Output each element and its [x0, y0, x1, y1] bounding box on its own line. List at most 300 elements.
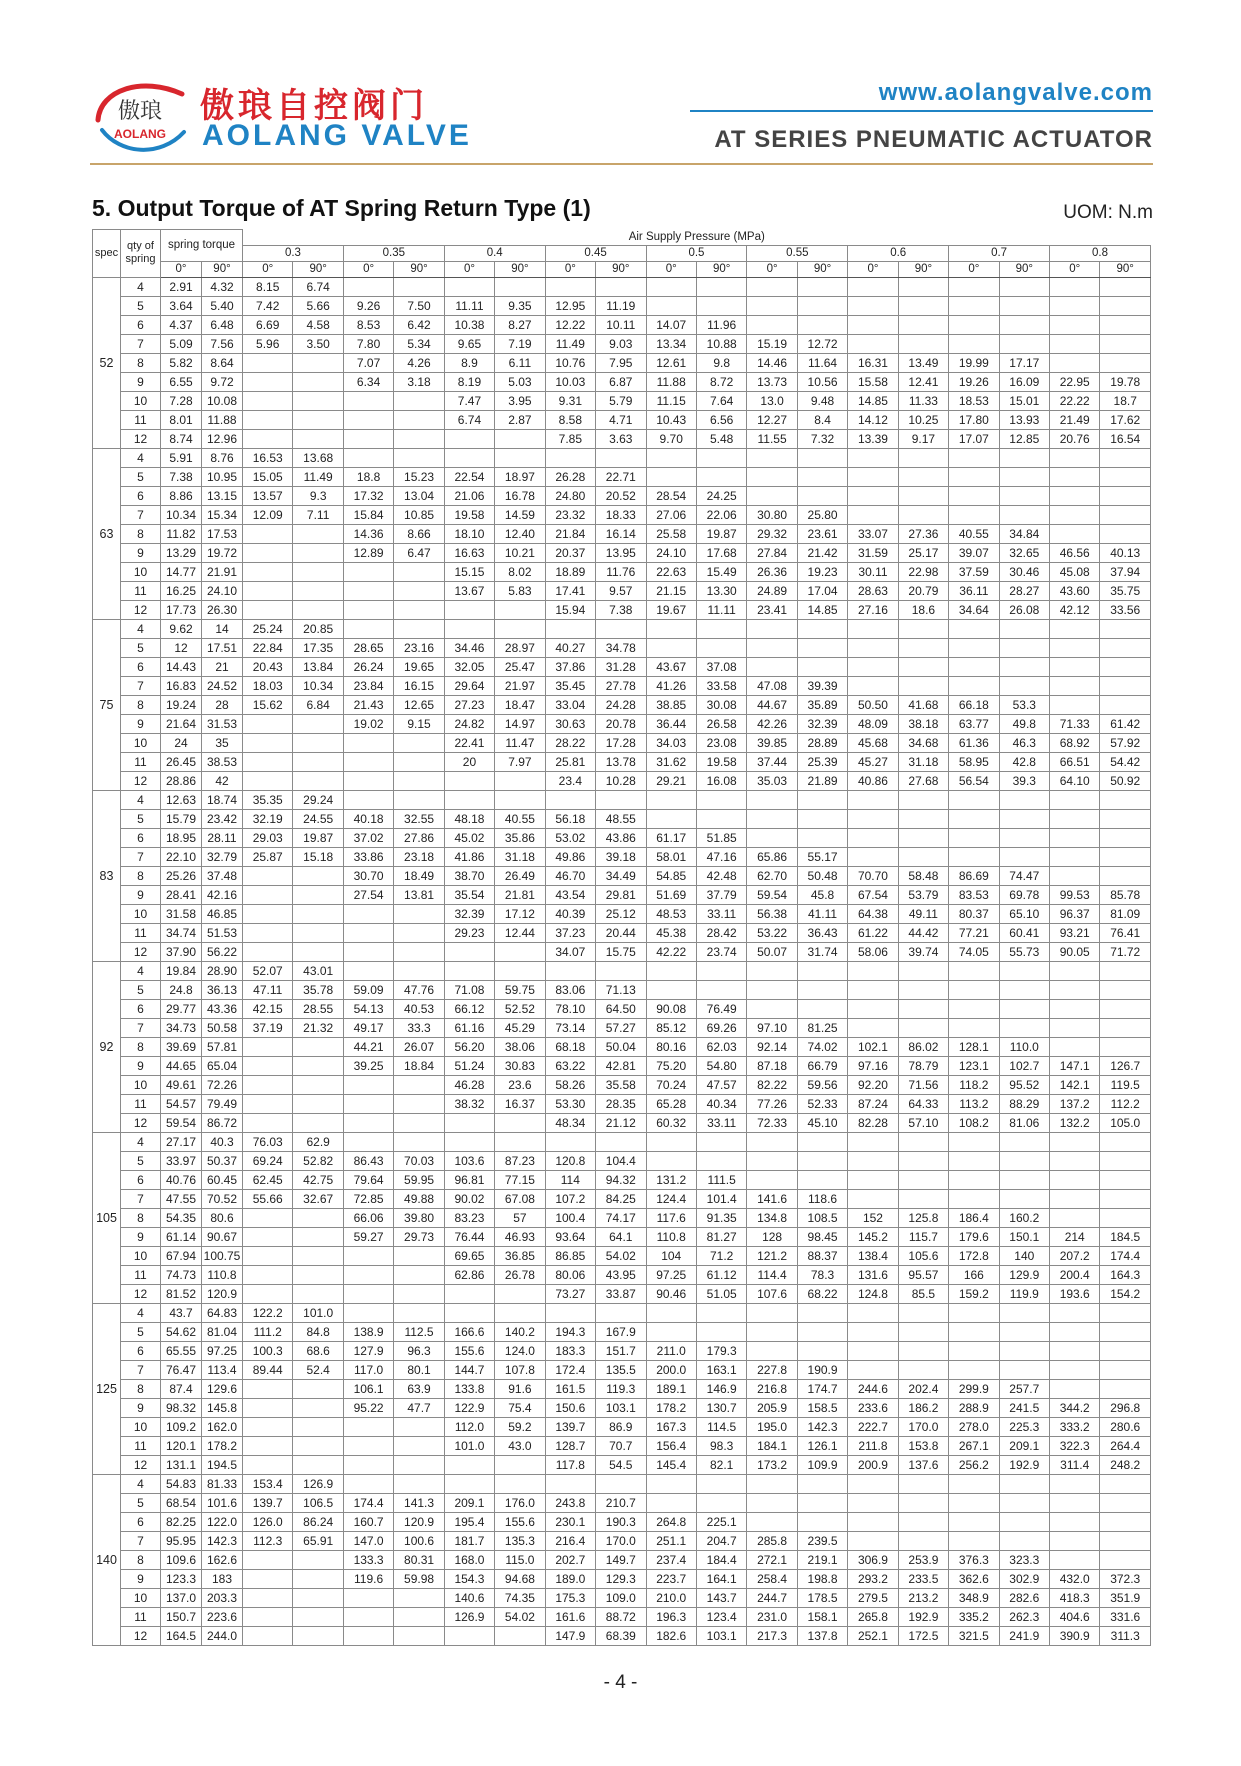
- torque-cell: 3.63: [596, 429, 646, 448]
- torque-cell: [545, 1132, 595, 1151]
- torque-cell: 8.15: [243, 277, 293, 296]
- header-pressure: 0.7: [949, 245, 1050, 261]
- spring-qty-cell: 9: [121, 714, 161, 733]
- torque-cell: 82.1: [696, 1455, 746, 1474]
- torque-cell: [898, 1474, 948, 1493]
- torque-cell: [848, 676, 898, 695]
- torque-cell: [1100, 1360, 1151, 1379]
- torque-cell: 192.9: [999, 1455, 1049, 1474]
- torque-cell: [999, 790, 1049, 809]
- torque-cell: [343, 1113, 393, 1132]
- torque-cell: 77.15: [495, 1170, 545, 1189]
- torque-cell: 111.5: [696, 1170, 746, 1189]
- torque-cell: 137.2: [1050, 1094, 1100, 1113]
- torque-cell: [243, 372, 293, 391]
- torque-cell: 22.41: [444, 733, 494, 752]
- torque-cell: 296.8: [1100, 1398, 1151, 1417]
- torque-cell: 110.0: [999, 1037, 1049, 1056]
- torque-cell: 213.2: [898, 1588, 948, 1607]
- torque-cell: 174.4: [1100, 1246, 1151, 1265]
- torque-cell: [243, 923, 293, 942]
- table-row: [93, 790, 1151, 809]
- torque-cell: [949, 847, 999, 866]
- torque-cell: 10.38: [444, 315, 494, 334]
- torque-cell: [1100, 619, 1151, 638]
- torque-cell: 344.2: [1050, 1398, 1100, 1417]
- torque-cell: 142.3: [797, 1417, 847, 1436]
- torque-cell: 25.80: [797, 505, 847, 524]
- torque-cell: [747, 296, 797, 315]
- torque-cell: 13.15: [202, 486, 243, 505]
- torque-cell: 52.33: [797, 1094, 847, 1113]
- torque-cell: 68.22: [797, 1284, 847, 1303]
- torque-cell: 21.84: [545, 524, 595, 543]
- torque-cell: 4.32: [202, 277, 243, 296]
- torque-cell: 45.38: [646, 923, 696, 942]
- torque-cell: 52.82: [293, 1151, 343, 1170]
- torque-cell: 61.17: [646, 828, 696, 847]
- torque-cell: 11.64: [797, 353, 847, 372]
- torque-cell: 11.55: [747, 429, 797, 448]
- torque-cell: [495, 1284, 545, 1303]
- torque-cell: 39.3: [999, 771, 1049, 790]
- torque-cell: 15.05: [243, 467, 293, 486]
- torque-cell: 22.95: [1050, 372, 1100, 391]
- torque-cell: 28.55: [293, 999, 343, 1018]
- torque-cell: 131.1: [161, 1455, 202, 1474]
- torque-cell: 14.46: [747, 353, 797, 372]
- spring-qty-cell: 10: [121, 904, 161, 923]
- torque-cell: 94.32: [596, 1170, 646, 1189]
- torque-cell: 12.22: [545, 315, 595, 334]
- torque-cell: 101.0: [293, 1303, 343, 1322]
- table-row: [93, 657, 1151, 676]
- torque-cell: [293, 885, 343, 904]
- torque-cell: 80.06: [545, 1265, 595, 1284]
- torque-cell: 15.34: [202, 505, 243, 524]
- header-pressure-row: [93, 245, 1151, 261]
- torque-cell: 8.4: [797, 410, 847, 429]
- torque-cell: [797, 790, 847, 809]
- torque-cell: [545, 1303, 595, 1322]
- torque-cell: 70.70: [848, 866, 898, 885]
- torque-cell: 84.25: [596, 1189, 646, 1208]
- torque-cell: 231.0: [747, 1607, 797, 1626]
- torque-cell: 248.2: [1100, 1455, 1151, 1474]
- torque-cell: 80.31: [394, 1550, 444, 1569]
- torque-cell: 54.85: [646, 866, 696, 885]
- torque-cell: 8.76: [202, 448, 243, 467]
- torque-cell: 27.84: [747, 543, 797, 562]
- torque-cell: [1100, 1341, 1151, 1360]
- torque-cell: 9.57: [596, 581, 646, 600]
- table-row: [93, 410, 1151, 429]
- torque-cell: 21: [202, 657, 243, 676]
- torque-cell: [293, 1379, 343, 1398]
- torque-cell: [1050, 866, 1100, 885]
- torque-cell: 8.66: [394, 524, 444, 543]
- torque-cell: [1100, 790, 1151, 809]
- torque-cell: 181.7: [444, 1531, 494, 1550]
- torque-cell: [394, 942, 444, 961]
- torque-cell: 43.86: [596, 828, 646, 847]
- torque-cell: [999, 1493, 1049, 1512]
- torque-cell: 18.47: [495, 695, 545, 714]
- torque-cell: [343, 904, 393, 923]
- torque-cell: 12.65: [394, 695, 444, 714]
- website-link[interactable]: www.aolangvalve.com: [878, 79, 1153, 106]
- torque-cell: 155.6: [495, 1512, 545, 1531]
- torque-cell: [293, 372, 343, 391]
- torque-cell: 418.3: [1050, 1588, 1100, 1607]
- header-90-degree: 90°: [495, 261, 545, 277]
- torque-cell: [747, 999, 797, 1018]
- torque-cell: 19.87: [696, 524, 746, 543]
- table-row: [93, 1626, 1151, 1645]
- torque-cell: 67.54: [848, 885, 898, 904]
- torque-cell: 17.51: [202, 638, 243, 657]
- table-row: [93, 1037, 1151, 1056]
- torque-cell: 145.8: [202, 1398, 243, 1417]
- torque-cell: [646, 1151, 696, 1170]
- torque-cell: 42: [202, 771, 243, 790]
- torque-cell: 14.85: [797, 600, 847, 619]
- torque-cell: [394, 790, 444, 809]
- torque-cell: [848, 296, 898, 315]
- torque-cell: 4.58: [293, 315, 343, 334]
- torque-cell: 60.32: [646, 1113, 696, 1132]
- torque-cell: 162.6: [202, 1550, 243, 1569]
- torque-cell: 135.5: [596, 1360, 646, 1379]
- torque-cell: 211.8: [848, 1436, 898, 1455]
- torque-cell: 34.78: [596, 638, 646, 657]
- torque-cell: 137.0: [161, 1588, 202, 1607]
- torque-cell: [949, 676, 999, 695]
- torque-cell: 293.2: [848, 1569, 898, 1588]
- torque-cell: 58.48: [898, 866, 948, 885]
- torque-cell: 156.4: [646, 1436, 696, 1455]
- spring-qty-cell: 11: [121, 410, 161, 429]
- torque-cell: 104: [646, 1246, 696, 1265]
- torque-cell: [444, 1626, 494, 1645]
- torque-cell: 23.16: [394, 638, 444, 657]
- series-title: AT SERIES PNEUMATIC ACTUATOR: [714, 126, 1153, 153]
- torque-cell: 23.32: [545, 505, 595, 524]
- torque-cell: 244.6: [848, 1379, 898, 1398]
- torque-cell: 38.06: [495, 1037, 545, 1056]
- torque-cell: 12.44: [495, 923, 545, 942]
- torque-cell: [848, 980, 898, 999]
- torque-cell: 142.3: [202, 1531, 243, 1550]
- torque-cell: [949, 505, 999, 524]
- table-row: [93, 1569, 1151, 1588]
- torque-cell: 65.28: [646, 1094, 696, 1113]
- torque-cell: 64.83: [202, 1303, 243, 1322]
- table-row: [93, 638, 1151, 657]
- torque-cell: 10.08: [202, 391, 243, 410]
- torque-cell: 24.28: [596, 695, 646, 714]
- torque-cell: [898, 961, 948, 980]
- torque-cell: 13.78: [596, 752, 646, 771]
- torque-cell: 147.1: [1050, 1056, 1100, 1075]
- table-row: [93, 1398, 1151, 1417]
- torque-cell: 8.58: [545, 410, 595, 429]
- torque-cell: 120.9: [394, 1512, 444, 1531]
- torque-cell: 114.5: [696, 1417, 746, 1436]
- torque-cell: [999, 1322, 1049, 1341]
- torque-cell: 244.0: [202, 1626, 243, 1645]
- torque-cell: [495, 942, 545, 961]
- torque-cell: 40.18: [343, 809, 393, 828]
- spring-qty-cell: 4: [121, 1132, 161, 1151]
- torque-cell: 109.9: [797, 1455, 847, 1474]
- torque-cell: 101.0: [444, 1436, 494, 1455]
- torque-cell: 117.0: [343, 1360, 393, 1379]
- torque-cell: [243, 1607, 293, 1626]
- torque-cell: 149.7: [596, 1550, 646, 1569]
- torque-cell: [343, 771, 393, 790]
- torque-cell: 164.5: [161, 1626, 202, 1645]
- page-number: - 4 -: [603, 1672, 638, 1693]
- torque-cell: 13.29: [161, 543, 202, 562]
- torque-cell: 113.2: [949, 1094, 999, 1113]
- torque-cell: [848, 505, 898, 524]
- torque-cell: [1050, 1531, 1100, 1550]
- torque-cell: [293, 429, 343, 448]
- torque-cell: [1050, 1493, 1100, 1512]
- spring-qty-cell: 12: [121, 771, 161, 790]
- torque-cell: [949, 1322, 999, 1341]
- torque-cell: 125.8: [898, 1208, 948, 1227]
- torque-cell: [1050, 847, 1100, 866]
- torque-cell: 172.8: [949, 1246, 999, 1265]
- torque-cell: [343, 1284, 393, 1303]
- torque-cell: 13.81: [394, 885, 444, 904]
- header-divider: [90, 163, 1153, 165]
- spring-qty-cell: 9: [121, 372, 161, 391]
- torque-cell: [444, 619, 494, 638]
- torque-cell: [999, 505, 1049, 524]
- spring-qty-cell: 9: [121, 885, 161, 904]
- torque-cell: 7.38: [596, 600, 646, 619]
- torque-cell: 39.25: [343, 1056, 393, 1075]
- table-row: [93, 524, 1151, 543]
- torque-cell: 15.58: [848, 372, 898, 391]
- torque-cell: 128.7: [545, 1436, 595, 1455]
- torque-cell: 100.4: [545, 1208, 595, 1227]
- table-row: [93, 1588, 1151, 1607]
- torque-cell: [696, 1493, 746, 1512]
- torque-cell: 36.13: [202, 980, 243, 999]
- torque-cell: 40.76: [161, 1170, 202, 1189]
- torque-cell: 27.86: [394, 828, 444, 847]
- torque-cell: 28.42: [696, 923, 746, 942]
- table-row: [93, 1132, 1151, 1151]
- torque-cell: 25.47: [495, 657, 545, 676]
- torque-cell: 37.19: [243, 1018, 293, 1037]
- torque-cell: 20.43: [243, 657, 293, 676]
- torque-cell: 54.42: [1100, 752, 1151, 771]
- torque-cell: [1050, 1208, 1100, 1227]
- torque-cell: 24.55: [293, 809, 343, 828]
- torque-cell: 30.63: [545, 714, 595, 733]
- torque-cell: [898, 448, 948, 467]
- torque-cell: 7.95: [596, 353, 646, 372]
- torque-cell: [1100, 296, 1151, 315]
- torque-cell: 145.4: [646, 1455, 696, 1474]
- torque-cell: [696, 1322, 746, 1341]
- torque-cell: [243, 1569, 293, 1588]
- spring-qty-cell: 10: [121, 562, 161, 581]
- spring-qty-cell: 5: [121, 638, 161, 657]
- torque-cell: 103.1: [596, 1398, 646, 1417]
- header-spring-torque: spring torque: [161, 230, 243, 262]
- torque-cell: 54.62: [161, 1322, 202, 1341]
- torque-cell: 112.5: [394, 1322, 444, 1341]
- torque-cell: 40.34: [696, 1094, 746, 1113]
- torque-cell: 126.9: [444, 1607, 494, 1626]
- torque-cell: [848, 1132, 898, 1151]
- torque-cell: 302.9: [999, 1569, 1049, 1588]
- torque-cell: 115.7: [898, 1227, 948, 1246]
- torque-cell: 25.12: [596, 904, 646, 923]
- torque-cell: [243, 1626, 293, 1645]
- torque-cell: 70.52: [202, 1189, 243, 1208]
- torque-cell: 17.04: [797, 581, 847, 600]
- torque-cell: 167.3: [646, 1417, 696, 1436]
- torque-cell: 81.06: [999, 1113, 1049, 1132]
- torque-cell: 8.86: [161, 486, 202, 505]
- torque-cell: 40.13: [1100, 543, 1151, 562]
- torque-cell: 94.68: [495, 1569, 545, 1588]
- torque-cell: 16.14: [596, 524, 646, 543]
- table-row: [93, 1284, 1151, 1303]
- torque-cell: [243, 752, 293, 771]
- torque-cell: 6.84: [293, 695, 343, 714]
- torque-cell: 7.42: [243, 296, 293, 315]
- torque-cell: 37.08: [696, 657, 746, 676]
- torque-cell: 112.3: [243, 1531, 293, 1550]
- table-row: [93, 315, 1151, 334]
- torque-cell: [1050, 1550, 1100, 1569]
- torque-cell: [596, 1132, 646, 1151]
- table-row: [93, 486, 1151, 505]
- torque-cell: 12.96: [202, 429, 243, 448]
- torque-cell: 163.1: [696, 1360, 746, 1379]
- table-row: [93, 885, 1151, 904]
- torque-cell: 124.0: [495, 1341, 545, 1360]
- torque-cell: 71.2: [696, 1246, 746, 1265]
- table-row: [93, 942, 1151, 961]
- torque-cell: 19.65: [394, 657, 444, 676]
- torque-cell: 20.44: [596, 923, 646, 942]
- torque-cell: 194.3: [545, 1322, 595, 1341]
- torque-cell: [646, 961, 696, 980]
- table-row: [93, 771, 1151, 790]
- torque-cell: [848, 1151, 898, 1170]
- table-row: [93, 619, 1151, 638]
- torque-cell: [747, 980, 797, 999]
- torque-cell: 7.28: [161, 391, 202, 410]
- torque-cell: [444, 771, 494, 790]
- torque-cell: 59.27: [343, 1227, 393, 1246]
- torque-cell: [1100, 1322, 1151, 1341]
- torque-cell: 22.06: [696, 505, 746, 524]
- section-title: 5. Output Torque of AT Spring Return Type (1): [92, 195, 591, 221]
- torque-cell: 100.75: [202, 1246, 243, 1265]
- torque-cell: 86.85: [545, 1246, 595, 1265]
- torque-cell: 45.29: [495, 1018, 545, 1037]
- torque-cell: 5.96: [243, 334, 293, 353]
- torque-cell: 10.56: [797, 372, 847, 391]
- torque-cell: 17.12: [495, 904, 545, 923]
- table-row: [93, 277, 1151, 296]
- torque-cell: 48.53: [646, 904, 696, 923]
- spring-qty-cell: 6: [121, 828, 161, 847]
- torque-cell: 28.65: [343, 638, 393, 657]
- spring-qty-cell: 7: [121, 1189, 161, 1208]
- torque-cell: 4.71: [596, 410, 646, 429]
- torque-cell: [1050, 1341, 1100, 1360]
- torque-cell: 41.11: [797, 904, 847, 923]
- torque-cell: [1050, 1322, 1100, 1341]
- header-pressure: 0.4: [444, 245, 545, 261]
- torque-cell: [343, 961, 393, 980]
- torque-cell: [394, 1265, 444, 1284]
- torque-cell: 92.14: [747, 1037, 797, 1056]
- torque-cell: [747, 467, 797, 486]
- torque-cell: 24.80: [545, 486, 595, 505]
- torque-cell: 170.0: [898, 1417, 948, 1436]
- torque-cell: [394, 961, 444, 980]
- torque-cell: [394, 391, 444, 410]
- torque-cell: 258.4: [747, 1569, 797, 1588]
- spring-qty-cell: 12: [121, 1113, 161, 1132]
- torque-cell: 19.99: [949, 353, 999, 372]
- torque-cell: [646, 790, 696, 809]
- torque-cell: 15.49: [696, 562, 746, 581]
- torque-cell: [1050, 828, 1100, 847]
- torque-cell: 61.12: [696, 1265, 746, 1284]
- torque-cell: [696, 790, 746, 809]
- torque-cell: 96.3: [394, 1341, 444, 1360]
- torque-cell: 172.5: [898, 1626, 948, 1645]
- torque-cell: 85.12: [646, 1018, 696, 1037]
- table-row: [93, 695, 1151, 714]
- torque-cell: 5.79: [596, 391, 646, 410]
- torque-cell: 64.10: [1050, 771, 1100, 790]
- torque-cell: 56.22: [202, 942, 243, 961]
- torque-cell: [343, 923, 393, 942]
- torque-cell: 29.03: [243, 828, 293, 847]
- torque-cell: 59.98: [394, 1569, 444, 1588]
- header-0-degree: 0°: [747, 261, 797, 277]
- torque-cell: [696, 638, 746, 657]
- torque-cell: [293, 942, 343, 961]
- torque-cell: 262.3: [999, 1607, 1049, 1626]
- torque-cell: [394, 277, 444, 296]
- torque-cell: [898, 1018, 948, 1037]
- torque-cell: 207.2: [1050, 1246, 1100, 1265]
- torque-cell: 72.26: [202, 1075, 243, 1094]
- torque-cell: 36.44: [646, 714, 696, 733]
- torque-cell: 16.78: [495, 486, 545, 505]
- torque-cell: 51.05: [696, 1284, 746, 1303]
- spring-qty-cell: 12: [121, 1284, 161, 1303]
- torque-cell: 43.36: [202, 999, 243, 1018]
- torque-cell: 90.46: [646, 1284, 696, 1303]
- header-pressure: 0.6: [848, 245, 949, 261]
